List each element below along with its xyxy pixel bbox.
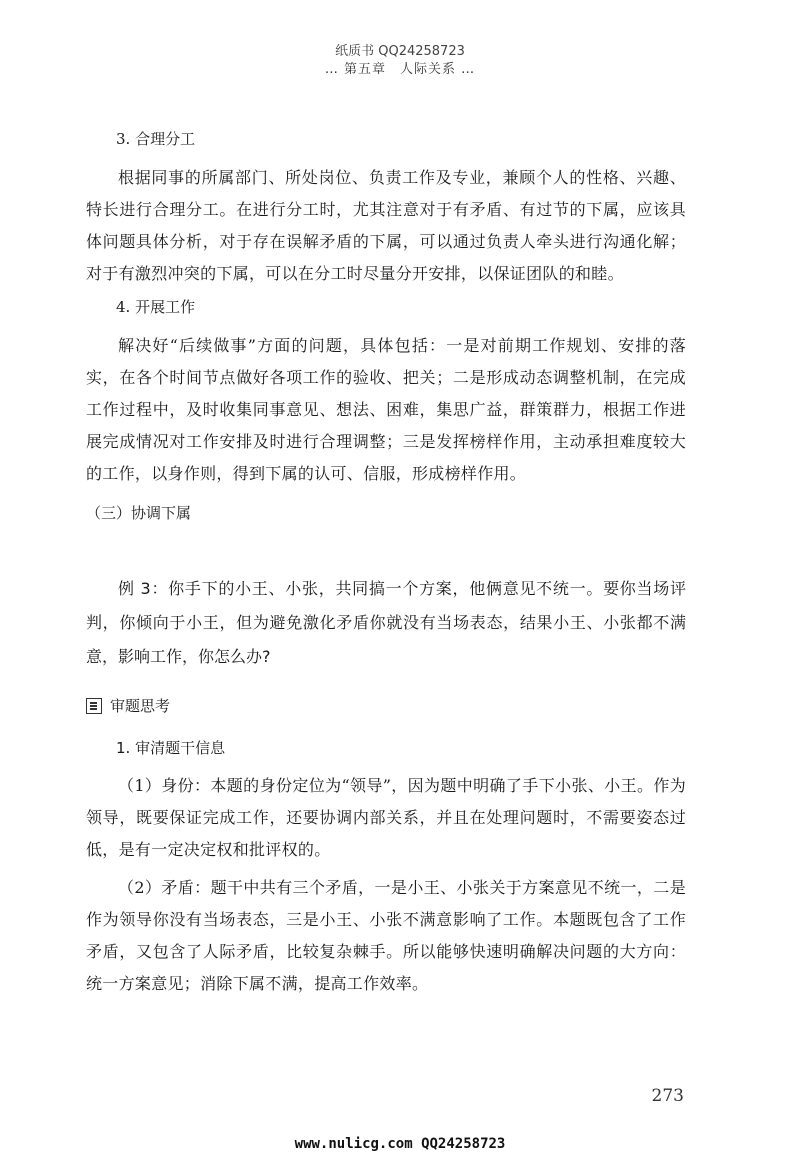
page-number: 273 (651, 1086, 684, 1106)
section-4-text: 解决好“后续做事”方面的问题，具体包括：一是对前期工作规划、安排的落实，在各个时间节点做好各项工作的验收、把关；二是形成动态调整机制，在完成工作过程中，及时收集同事意见、想法、困难，集思广益，群策群力，根据工作进展完成情况对工作安排及时进行合理调整；三是发挥榜样作用，主动承担难度较大的工作，以身作则，得到下属的认可、信服，形成榜样作用。 (86, 336, 686, 483)
page-content (86, 126, 686, 1000)
section-title-4: 4. 开展工作 (116, 298, 196, 316)
analysis-heading (86, 692, 686, 720)
header-watermark: 纸质书 QQ24258723 (335, 44, 465, 59)
part-3-heading: （三）协调下属 (86, 504, 192, 522)
analysis-subtitle: 1. 审清题干信息 (116, 739, 226, 757)
analysis-title: 审题思考 (110, 697, 171, 715)
chapter-header: … 第五章 人际关系 … (324, 62, 476, 77)
example-question: 例 3：你手下的小王、小张，共同搞一个方案，他俩意见不统一。要你当场评判，你倾向于小王，但为避免激化矛盾你就没有当场表态，结果小王、小张都不满意，影响工作，你怎么办? (86, 579, 686, 666)
notebook-icon (86, 698, 102, 714)
section-3-text: 根据同事的所属部门、所处岗位、负责工作及专业，兼顾个人的性格、兴趣、特长进行合理分工。在进行分工时，尤其注意对于有矛盾、有过节的下属，应该具体问题具体分析，对于存在误解矛盾的下属，可以通过负责人牵头进行沟通化解；对于有激烈冲突的下属，可以在分工时尽量分开安排，以保证团队的和睦。 (86, 168, 686, 283)
analysis-paragraph-1: （1）身份：本题的身份定位为“领导”，因为题中明确了手下小张、小王。作为领导，既要保证完成工作，还要协调内部关系，并且在处理问题时，不需要姿态过低，是有一定决定权和批评权的。 (86, 776, 686, 859)
analysis-paragraph-2: （2）矛盾：题干中共有三个矛盾，一是小王、小张关于方案意见不统一，二是作为领导你没有当场表态，三是小王、小张不满意影响了工作。本题既包含了工作矛盾，又包含了人际矛盾，比较复杂棘手。所以能够快速明确解决问题的大方向：统一方案意见；消除下属不满，提高工作效率。 (86, 878, 686, 993)
footer-watermark: www.nulicg.com QQ24258723 (294, 1136, 506, 1152)
section-title-3: 3. 合理分工 (116, 130, 196, 148)
